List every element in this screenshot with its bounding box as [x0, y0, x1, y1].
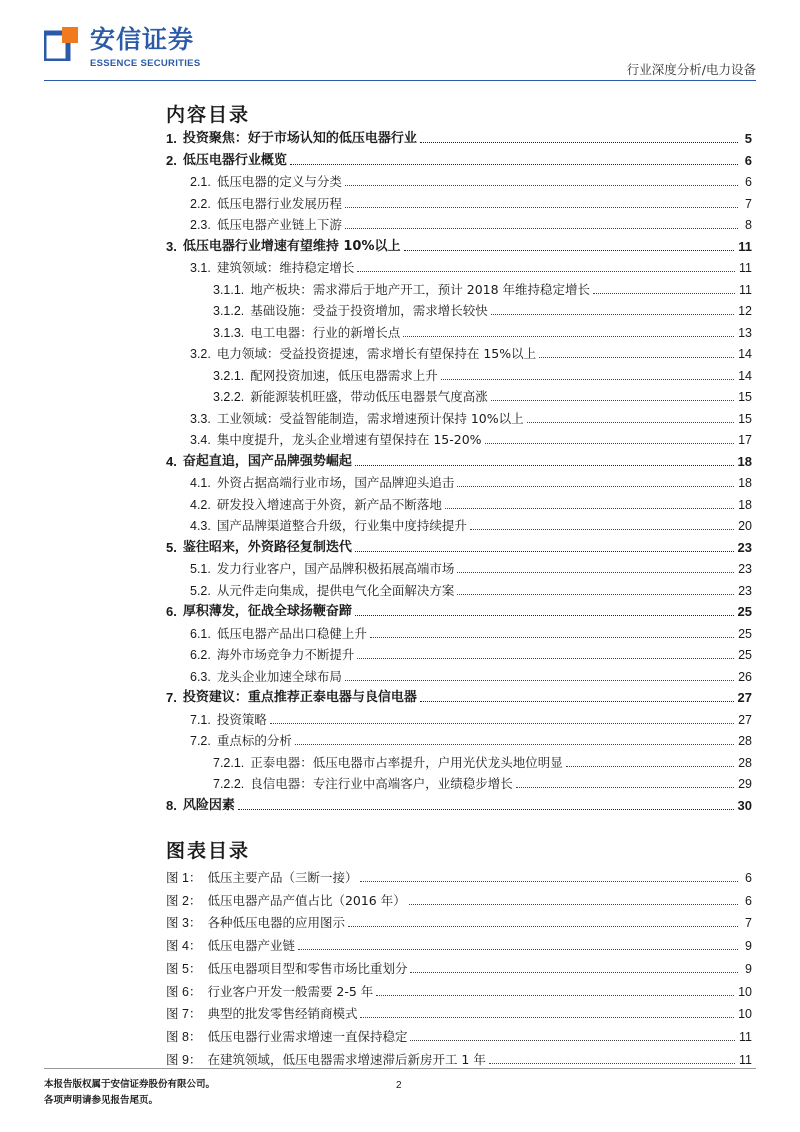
dot-leader — [593, 292, 735, 294]
figure-entry[interactable] — [166, 980, 752, 1000]
entry-page-number: 6 — [745, 175, 752, 189]
entry-page-number: 11 — [738, 238, 752, 254]
dot-leader — [489, 1062, 735, 1064]
entry-number: 7.2.2. — [213, 777, 245, 791]
entry-number: 2.3. — [190, 218, 211, 232]
entry-page-number: 14 — [738, 368, 752, 383]
entry-number: 4.1. — [190, 476, 211, 490]
entry-title: 投资建议：重点推荐正泰电器与良信电器 — [182, 690, 417, 705]
dot-leader — [409, 903, 738, 905]
entry-title: 国产品牌渠道整合升级，行业集中度持续提升 — [216, 518, 467, 533]
dot-leader — [420, 700, 734, 702]
entry-title: 基础设施：受益于投资增加，需求增长较快 — [250, 303, 488, 318]
entry-number: 8. — [166, 797, 177, 813]
entry-number: 3.2. — [190, 347, 211, 361]
entry-title: 奋起直追，国产品牌强势崛起 — [182, 453, 352, 469]
entry-page-number: 28 — [738, 755, 752, 770]
entry-number: 6.3. — [190, 669, 211, 684]
entry-number: 4. — [166, 453, 177, 469]
entry-number: 3.1.1. — [213, 282, 245, 297]
entry-number: 1. — [166, 131, 177, 146]
entry-number: 7.2.1. — [213, 755, 245, 770]
dot-leader — [345, 206, 738, 208]
toc-entry[interactable] — [213, 321, 752, 341]
entry-number: 图 4： — [166, 939, 202, 954]
entry-number: 4.2. — [190, 497, 211, 512]
entry-page-number: 28 — [738, 734, 752, 748]
entry-number: 2.1. — [190, 175, 211, 189]
footer-disclaimer — [44, 1077, 215, 1109]
entry-title: 重点标的分析 — [216, 733, 292, 748]
entry-title: 电工电器：行业的新增长点 — [250, 324, 401, 340]
entry-page-number: 20 — [738, 519, 752, 533]
copyright-line: 本报告版权属于安信证券股份有限公司。 — [44, 1079, 216, 1090]
entry-title: 低压主要产品（三断一接） — [207, 870, 358, 885]
toc-entry[interactable] — [166, 149, 752, 169]
figure-entry[interactable] — [166, 889, 752, 909]
entry-number: 7. — [166, 690, 177, 705]
entry-page-number: 6 — [745, 893, 752, 908]
toc-entry[interactable] — [190, 493, 752, 513]
entry-title: 低压电器产业链上下游 — [216, 217, 342, 232]
dot-leader — [404, 249, 735, 251]
entry-number: 图 6： — [166, 984, 202, 999]
dot-leader — [360, 1016, 734, 1018]
dot-leader — [410, 1039, 735, 1041]
entry-title: 低压电器产品产值占比（2016 年） — [207, 892, 406, 908]
entry-page-number: 15 — [738, 390, 752, 404]
entry-title: 在建筑领域，低压电器需求增速滞后新房开工 1 年 — [207, 1051, 486, 1067]
entry-title: 良信电器：专注行业中高端客户，业绩稳步增长 — [250, 776, 513, 791]
toc-entry[interactable] — [190, 407, 752, 427]
entry-title: 地产板块：需求滞后于地产开工，预计 2018 年维持稳定增长 — [250, 281, 591, 297]
dot-leader — [360, 880, 738, 882]
entry-number: 图 1： — [166, 871, 202, 885]
entry-title: 从元件走向集成，提供电气化全面解决方案 — [216, 582, 455, 598]
dot-leader — [298, 948, 738, 950]
entry-number: 图 9： — [166, 1052, 202, 1067]
entry-title: 海外市场竞争力不断提升 — [216, 647, 355, 662]
entry-page-number: 29 — [738, 777, 752, 791]
entry-title: 低压电器行业增速有望维持 10%以上 — [182, 238, 401, 254]
entry-page-number: 27 — [738, 712, 752, 727]
entry-title: 厚积薄发，征战全球扬鞭奋蹄 — [182, 604, 352, 619]
entry-title: 电力领域：受益投资提速，需求增长有望保持在 15%以上 — [216, 346, 537, 361]
figure-entry[interactable] — [166, 934, 752, 954]
entry-number: 3.3. — [190, 411, 211, 426]
entry-page-number: 9 — [745, 961, 752, 976]
logo-chinese-name: 安信证券 — [90, 25, 195, 54]
toc-entry[interactable] — [166, 686, 752, 706]
entry-number: 2. — [166, 152, 177, 168]
toc-entry[interactable] — [190, 428, 752, 448]
entry-title: 行业客户开发一般需要 2-5 年 — [207, 983, 374, 999]
entry-page-number: 10 — [738, 984, 752, 999]
dot-leader — [357, 657, 734, 659]
toc-entry[interactable] — [190, 342, 752, 362]
entry-number: 3.1.3. — [213, 325, 245, 340]
entry-page-number: 9 — [745, 939, 752, 954]
dot-leader — [420, 141, 738, 143]
entry-title: 低压电器行业概览 — [182, 152, 287, 168]
toc-title: 内容目录 — [166, 104, 251, 126]
entry-title: 集中度提升，龙头企业增速有望保持在 15-20% — [216, 432, 482, 447]
entry-title: 建筑领域：维持稳定增长 — [216, 260, 355, 275]
dot-leader — [457, 485, 734, 487]
figure-entry[interactable] — [166, 866, 752, 886]
entry-title: 研发投入增速高于外资，新产品不断落地 — [216, 496, 442, 512]
toc-entry[interactable] — [213, 751, 752, 771]
toc-entry[interactable] — [190, 170, 752, 190]
entry-title: 投资聚焦：好于市场认知的低压电器行业 — [182, 131, 417, 146]
entry-page-number: 23 — [738, 562, 752, 576]
dot-leader — [290, 163, 738, 165]
dot-leader — [348, 925, 738, 927]
dot-leader — [345, 679, 734, 681]
toc-entry[interactable] — [190, 514, 752, 534]
toc-entry[interactable] — [190, 579, 752, 599]
entry-number: 6. — [166, 604, 177, 619]
dot-leader — [410, 971, 738, 973]
entry-title: 低压电器产业链 — [207, 938, 295, 954]
entry-page-number: 7 — [745, 196, 752, 211]
dot-leader — [457, 571, 734, 573]
dot-leader — [295, 743, 734, 745]
entry-number: 7.1. — [190, 712, 211, 727]
toc-entry[interactable] — [213, 772, 752, 792]
dot-leader — [355, 614, 734, 616]
entry-number: 2.2. — [190, 196, 211, 211]
toc-entry[interactable] — [190, 256, 752, 276]
entry-page-number: 5 — [744, 131, 752, 146]
entry-page-number: 25 — [738, 648, 752, 662]
report-type-label: 行业深度分析/电力设备 — [626, 62, 756, 77]
toc-entry[interactable] — [190, 622, 752, 642]
entry-number: 图 5： — [166, 961, 202, 976]
entry-page-number: 7 — [745, 916, 752, 931]
entry-number: 6.2. — [190, 648, 211, 662]
entry-title: 典型的批发零售经销商模式 — [207, 1006, 358, 1022]
toc-entry[interactable] — [166, 450, 752, 470]
dot-leader — [527, 421, 734, 423]
dot-leader — [270, 722, 734, 724]
entry-page-number: 6 — [745, 871, 752, 885]
entry-page-number: 18 — [737, 453, 752, 469]
entry-page-number: 18 — [738, 497, 752, 512]
entry-title: 鉴往昭来，外资路径复制迭代 — [182, 539, 352, 555]
entry-page-number: 23 — [737, 539, 752, 555]
dot-leader — [345, 227, 738, 229]
entry-title: 外资占据高端行业市场，国产品牌迎头追击 — [216, 475, 455, 490]
toc-entry[interactable] — [190, 192, 752, 212]
entry-number: 3. — [166, 238, 177, 254]
toc-entry[interactable] — [166, 235, 752, 255]
entry-title: 各种低压电器的应用图示 — [207, 915, 345, 931]
figure-entry[interactable] — [166, 957, 752, 977]
toc-entry[interactable] — [166, 127, 752, 147]
entry-page-number: 17 — [738, 433, 752, 447]
entry-title: 低压电器行业需求增速一直保持稳定 — [207, 1028, 408, 1044]
entry-title: 龙头企业加速全球布局 — [216, 668, 342, 684]
entry-number: 3.1.2. — [213, 304, 245, 318]
footer-divider — [44, 1068, 756, 1069]
figure-entry[interactable] — [166, 1048, 752, 1068]
entry-title: 配网投资加速，低压电器需求上升 — [250, 367, 438, 383]
entry-page-number: 18 — [738, 476, 752, 490]
dot-leader — [403, 335, 734, 337]
toc-entry[interactable] — [213, 364, 752, 384]
toc-entry[interactable] — [190, 557, 752, 577]
entry-page-number: 8 — [745, 218, 752, 232]
entry-number: 4.3. — [190, 519, 211, 533]
entry-page-number: 11 — [739, 1052, 752, 1067]
dot-leader — [491, 399, 734, 401]
entry-number: 3.4. — [190, 433, 211, 447]
entry-page-number: 11 — [739, 282, 752, 297]
page-number: 2 — [396, 1080, 402, 1091]
entry-page-number: 23 — [738, 583, 752, 598]
dot-leader — [345, 184, 738, 186]
entry-title: 正泰电器：低压电器市占率提升，户用光伏龙头地位明显 — [250, 754, 563, 770]
entry-page-number: 11 — [739, 1029, 752, 1044]
toc-entry[interactable] — [190, 665, 752, 685]
figure-entry[interactable] — [166, 911, 752, 931]
toc-entry[interactable] — [190, 708, 752, 728]
entry-title: 低压电器行业发展历程 — [216, 195, 342, 211]
figure-entry[interactable] — [166, 1002, 752, 1022]
figure-list-title: 图表目录 — [166, 840, 251, 862]
entry-page-number: 13 — [738, 325, 752, 340]
entry-page-number: 6 — [744, 152, 752, 168]
entry-number: 5. — [166, 539, 177, 555]
toc-entry[interactable] — [190, 213, 752, 233]
dot-leader — [376, 994, 734, 996]
dot-leader — [445, 507, 734, 509]
toc-entry[interactable] — [213, 385, 752, 405]
dot-leader — [539, 356, 734, 358]
disclaimer-line: 各项声明请参见报告尾页。 — [44, 1095, 159, 1106]
toc-entry[interactable] — [166, 536, 752, 556]
dot-leader — [355, 550, 734, 552]
toc-entry[interactable] — [166, 600, 752, 620]
toc-entry[interactable] — [213, 278, 752, 298]
dot-leader — [491, 313, 734, 315]
entry-title: 投资策略 — [216, 711, 267, 727]
entry-page-number: 27 — [737, 690, 752, 705]
entry-number: 图 3： — [166, 916, 202, 931]
entry-page-number: 14 — [738, 347, 752, 361]
header-divider — [44, 80, 756, 81]
entry-page-number: 15 — [738, 411, 752, 426]
entry-number: 3.2.2. — [213, 390, 245, 404]
page-header — [0, 0, 800, 90]
entry-title: 低压电器项目型和零售市场比重划分 — [207, 960, 408, 976]
essence-logo-icon — [44, 27, 78, 61]
entry-number: 图 2： — [166, 893, 202, 908]
entry-title: 风险因素 — [182, 797, 235, 813]
dot-leader — [370, 636, 734, 638]
entry-number: 3.2.1. — [213, 368, 245, 383]
entry-title: 新能源装机旺盛，带动低压电器景气度高涨 — [250, 389, 488, 404]
entry-number: 图 8： — [166, 1029, 202, 1044]
entry-number: 5.1. — [190, 562, 211, 576]
entry-number: 3.1. — [190, 261, 211, 275]
entry-title: 工业领域：受益智能制造，需求增速预计保持 10%以上 — [216, 410, 524, 426]
entry-page-number: 25 — [737, 604, 752, 619]
entry-page-number: 11 — [739, 261, 752, 275]
toc-entry[interactable] — [166, 794, 752, 814]
entry-number: 7.2. — [190, 734, 211, 748]
dot-leader — [566, 765, 734, 767]
entry-number: 5.2. — [190, 583, 211, 598]
entry-page-number: 30 — [737, 797, 752, 813]
entry-page-number: 26 — [738, 669, 752, 684]
dot-leader — [516, 786, 734, 788]
dot-leader — [355, 464, 734, 466]
entry-title: 低压电器的定义与分类 — [216, 174, 342, 189]
dot-leader — [441, 378, 734, 380]
dot-leader — [238, 808, 734, 810]
toc-entry[interactable] — [213, 299, 752, 319]
entry-number: 6.1. — [190, 626, 211, 641]
toc-entry[interactable] — [190, 643, 752, 663]
dot-leader — [357, 270, 735, 272]
entry-page-number: 25 — [738, 626, 752, 641]
dot-leader — [470, 528, 734, 530]
entry-page-number: 10 — [738, 1007, 752, 1022]
entry-title: 低压电器产品出口稳健上升 — [216, 625, 367, 641]
toc-entry[interactable] — [190, 729, 752, 749]
entry-page-number: 12 — [738, 304, 752, 318]
dot-leader — [457, 593, 734, 595]
figure-entry[interactable] — [166, 1025, 752, 1045]
entry-number: 图 7： — [166, 1007, 202, 1022]
logo-english-name: ESSENCE SECURITIES — [90, 58, 201, 69]
toc-entry[interactable] — [190, 471, 752, 491]
entry-title: 发力行业客户，国产品牌积极拓展高端市场 — [216, 561, 455, 576]
dot-leader — [485, 442, 735, 444]
